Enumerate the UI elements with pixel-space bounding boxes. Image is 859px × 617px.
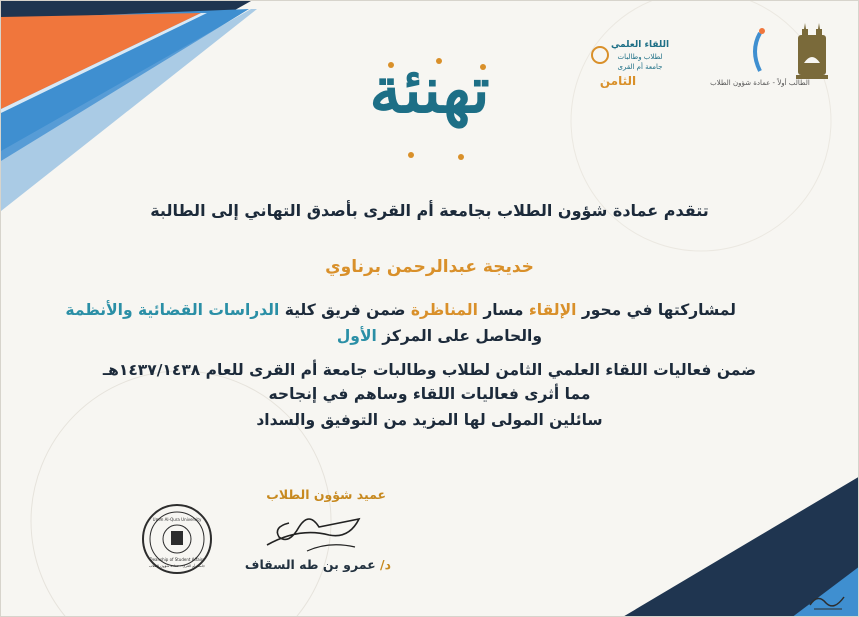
contribution-line: مما أثرى فعاليات اللقاء وساهم في إنجاحه	[268, 385, 591, 403]
signatory-name	[241, 557, 391, 572]
svg-text:Deanship of Student Affairs: Deanship of Student Affairs	[149, 557, 205, 562]
signatory-title: عميد شؤون الطلاب	[266, 487, 386, 502]
svg-text:جامعة أم القرى: جامعة أم القرى	[617, 63, 663, 71]
participation-text: لمشاركتها في محور	[576, 301, 736, 319]
axis-name: الإلقاء	[528, 301, 577, 319]
intro-line: تتقدم عمادة شؤون الطلاب بجامعة أم القرى بأصدق التهاني إلى الطالبة	[150, 201, 709, 220]
certificate-title: تهنئة	[369, 53, 490, 128]
college-name: الدراسات القضائية والأنظمة	[65, 301, 280, 319]
rank-line	[222, 327, 542, 345]
svg-text:Umm Al-Qura University: Umm Al-Qura University	[152, 517, 202, 522]
corner-calligraphy-icon	[808, 587, 848, 611]
signatory-prefix: د/	[380, 557, 391, 572]
wishes-line: سائلين المولى لها المزيد من التوفيق والسداد	[256, 411, 603, 429]
svg-text:الثامن: الثامن	[599, 74, 637, 88]
participation-text: مسار	[477, 301, 529, 319]
signature-icon	[259, 497, 369, 557]
svg-text:اللقاء العلمي: اللقاء العلمي	[610, 40, 670, 50]
rank-value: الأول	[336, 327, 377, 345]
official-stamp-icon	[141, 503, 213, 575]
event-line: ضمن فعاليات اللقاء العلمي الثامن لطلاب وطالبات جامعة أم القرى للعام ١٤٣٧/١٤٣٨هـ	[102, 361, 757, 379]
students-first-text: الطالب أولاً - عمادة شؤون الطلاب	[710, 79, 810, 87]
svg-text:لطلاب وطالبات: لطلاب وطالبات	[617, 53, 663, 61]
rank-text: المركز	[376, 327, 433, 345]
participation-line	[16, 301, 736, 319]
svg-text:جامعة أم القرى - عمادة شؤون ال: جامعة أم القرى - عمادة شؤون الطلاب	[148, 564, 206, 568]
participation-text: ضمن فريق كلية	[279, 301, 411, 319]
track-name: المناظرة	[410, 301, 478, 319]
rank-text: والحاصل على	[432, 327, 542, 345]
recipient-name: خديجة عبدالرحمن برناوي	[325, 257, 534, 277]
signatory-name-text: عمرو بن طه السقاف	[244, 557, 376, 572]
